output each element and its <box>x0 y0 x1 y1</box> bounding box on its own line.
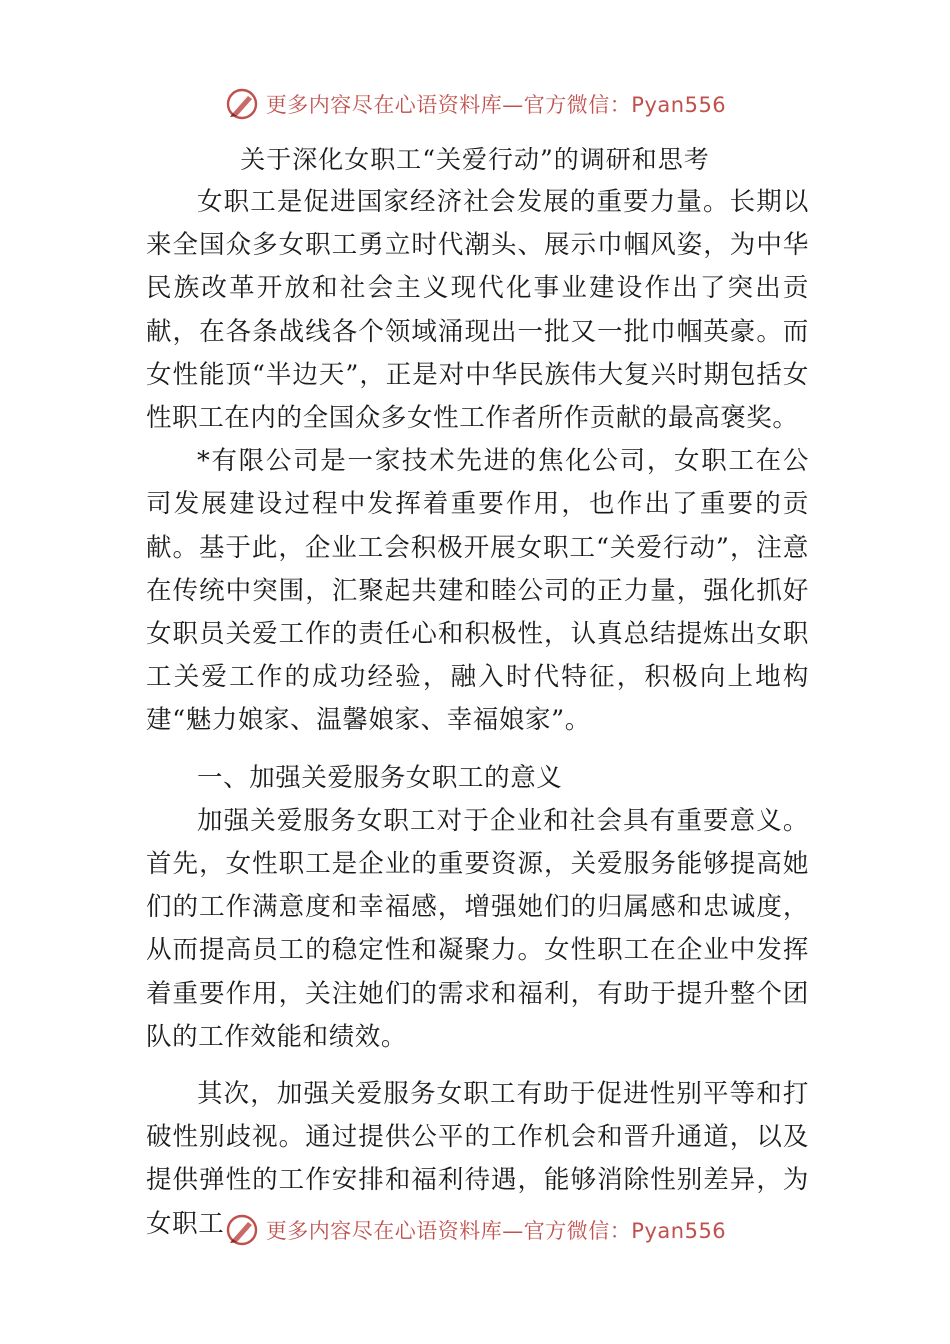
document-body <box>146 181 809 1246</box>
document-title: 关于深化女职工“关爱行动”的调研和思考 <box>240 145 710 174</box>
watermark-text: 更多内容尽在心语资料库—官方微信：Pyan556 <box>265 1219 727 1243</box>
watermark-footer <box>0 1210 950 1250</box>
paragraph: 加强关爱服务女职工对于企业和社会具有重要意义。首先，女性职工是企业的重要资源，关爱服务能够提高她们的工作满意度和幸福感，增强她们的归属感和忠诚度，从而提高员工的稳定性和凝聚力。女性职工在企业中发挥着重要作用，关注她们的需求和福利，有助于提升整个团队的工作效能和绩效。 <box>146 805 809 1052</box>
watermark-header <box>0 84 950 124</box>
paragraph: 女职工是促进国家经济社会发展的重要力量。长期以来全国众多女职工勇立时代潮头、展示巾帼风姿，为中华民族改革开放和社会主义现代化事业建设作出了突出贡献，在各条战线各个领域涌现出一批又一批巾帼英豪。而女性能顶“半边天”，正是对中华民族伟大复兴时期包括女性职工在内的全国众多女性工作者所作贡献的最高褒奖。 <box>146 187 809 434</box>
paragraph: 其次，加强关爱服务女职工有助于促进性别平等和打破性别歧视。通过提供公平的工作机会和晋升通道，以及提供弹性的工作安排和福利待遇，能够消除性别差异，为女职工 <box>146 1079 809 1239</box>
pen-logo-icon <box>224 86 260 122</box>
pen-logo-icon <box>224 1212 260 1248</box>
paragraph: *有限公司是一家技术先进的焦化公司，女职工在公司发展建设过程中发挥着重要作用，也作出了重要的贡献。基于此，企业工会积极开展女职工“关爱行动”，注意在传统中突围，汇聚起共建和睦公司的正力量，强化抓好女职员关爱工作的责任心和积极性，认真总结提炼出女职工关爱工作的成功经验，融入时代特征，积极向上地构建“魅力娘家、温馨娘家、幸福娘家”。 <box>146 446 809 736</box>
watermark-text: 更多内容尽在心语资料库—官方微信：Pyan556 <box>265 93 727 117</box>
section-heading: 一、加强关爱服务女职工的意义 <box>197 762 563 793</box>
